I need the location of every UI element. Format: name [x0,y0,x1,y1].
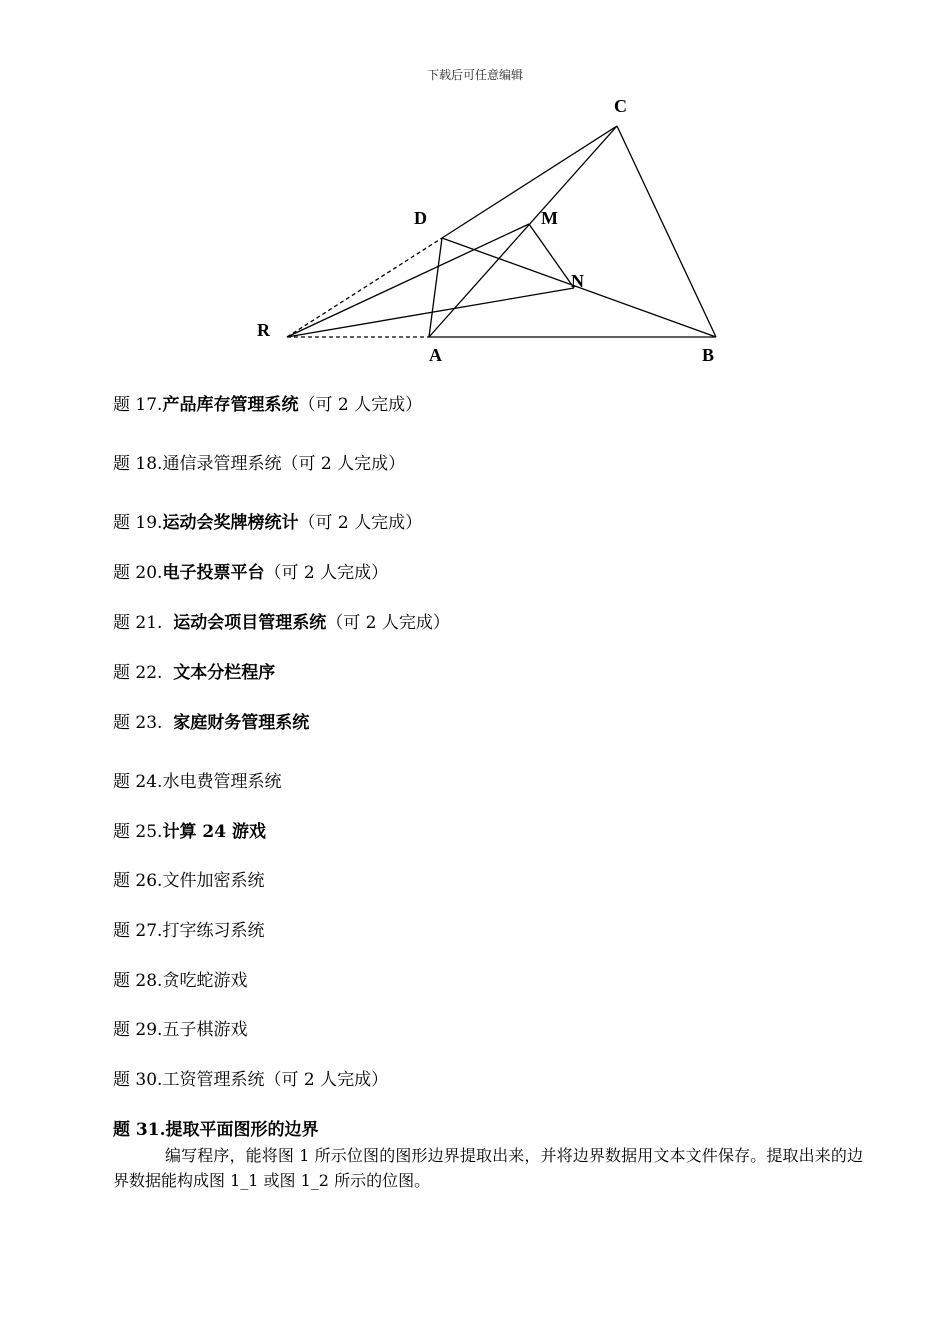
label-r: R [257,320,270,340]
topic-number: 题 27. [113,921,163,941]
page-header-note: 下载后可任意编辑 [426,68,523,82]
topic-number: 题 24. [113,772,163,792]
topic-title: 文本分栏程序 [173,663,276,683]
topic-title: 提取平面图形的边界 [165,1120,319,1140]
topic-note: （可 2 人完成） [264,1070,389,1090]
topic-title: 水电费管理系统 [162,772,282,792]
topic-number: 题 26. [113,871,163,891]
topic-title: 电子投票平台 [162,563,265,583]
topic-title: 打字练习系统 [162,921,265,941]
topic-number: 题 29. [113,1020,163,1040]
segment-m-n [529,224,574,288]
topic-title: 文件加密系统 [162,871,265,891]
topic-title: 工资管理系统 [162,1070,265,1090]
topic-17 [113,394,422,416]
topic-number: 题 20. [113,563,163,583]
topic-19 [113,512,422,534]
topic-title: 家庭财务管理系统 [173,713,310,733]
segment-a-c [429,126,617,337]
topic-20 [113,562,388,584]
topic-title: 通信录管理系统 [162,454,282,474]
topic-title: 运动会奖牌榜统计 [162,513,299,533]
topic-24 [113,771,281,793]
topic-21 [113,612,450,634]
topic-title: 产品库存管理系统 [162,395,299,415]
topic-number: 题 31. [113,1120,166,1140]
label-a: A [429,345,442,365]
topic-number: 题 21. [113,613,174,633]
topic-28 [113,970,247,992]
segment-d-a [429,238,442,337]
segment-b-c [617,126,716,337]
label-m: M [541,208,558,228]
topic-23 [113,712,309,734]
geometry-figure [0,0,950,380]
topic-note: （可 2 人完成） [281,454,406,474]
topic-27 [113,920,264,942]
segment-r-d-dashed [287,238,442,337]
topic-number: 题 18. [113,454,163,474]
topic-22 [113,662,275,684]
topic-number: 题 23. [113,713,174,733]
topic-number: 题 30. [113,1070,163,1090]
topic-title: 贪吃蛇游戏 [162,971,248,991]
topic-number: 题 25. [113,822,163,842]
label-d: D [414,208,427,228]
topic-note: （可 2 人完成） [298,513,423,533]
topic-number: 题 28. [113,971,163,991]
topic-title: 五子棋游戏 [162,1020,248,1040]
label-n: N [571,271,584,291]
topic-number: 题 22. [113,663,174,683]
topic-30 [113,1069,388,1091]
topic-25 [113,821,266,843]
topic-26 [113,870,264,892]
label-c: C [614,96,627,116]
label-b: B [702,345,715,365]
segment-d-c [442,126,617,238]
topic-29 [113,1019,247,1041]
topic-note: （可 2 人完成） [264,563,389,583]
topic-title: 运动会项目管理系统 [173,613,327,633]
topic-note: （可 2 人完成） [298,395,423,415]
topic-number: 题 19. [113,513,163,533]
topic-note: （可 2 人完成） [326,613,450,633]
topic-title: 计算 24 游戏 [162,822,266,842]
topic-31-description: 编写程序，能将图 1 所示位图的图形边界提取出来，并将边界数据用文本文件保存。提取出来的边界数据能构成图 1_1 或图 1_2 所示的位图。 [113,1146,863,1190]
topic-number: 题 17. [113,395,163,415]
segment-r-m [287,224,529,337]
topic-18 [113,453,405,475]
topic-31 [113,1119,319,1141]
